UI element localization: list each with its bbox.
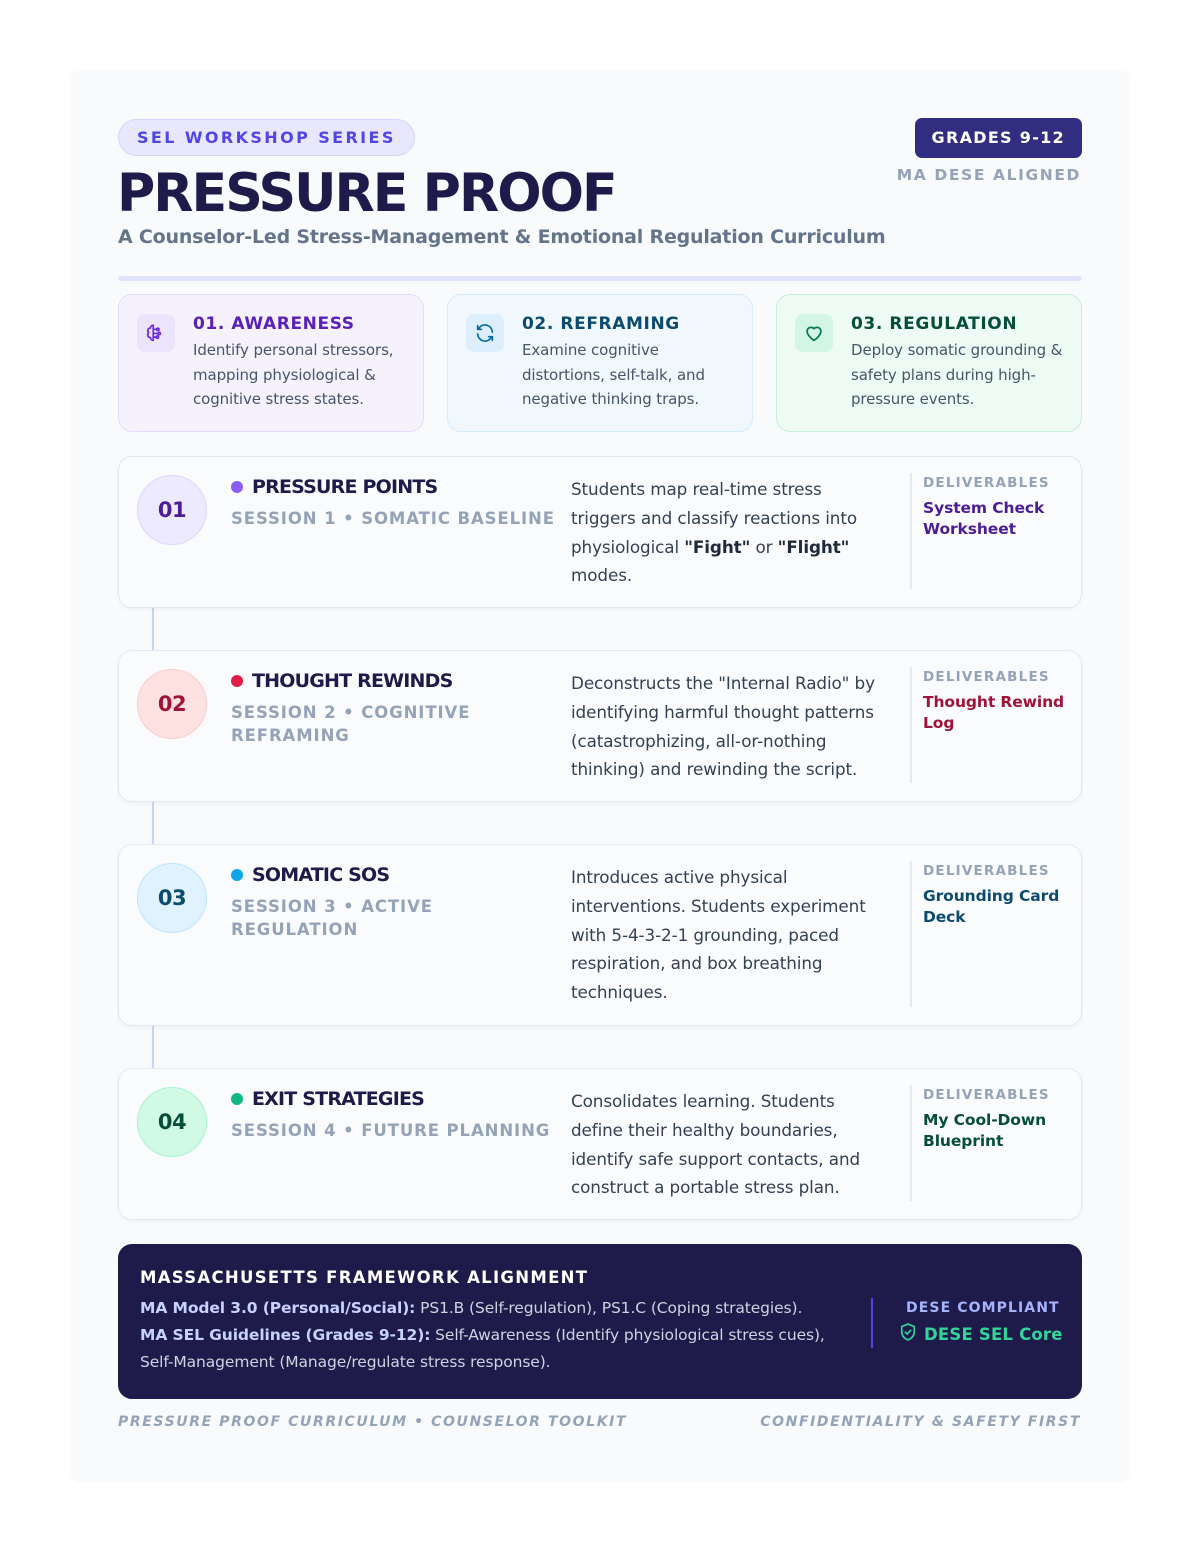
header-divider xyxy=(118,276,1082,281)
session-dot xyxy=(231,675,243,687)
session-title: THOUGHT REWINDS xyxy=(252,670,453,692)
pillar-description: Examine cognitive distortions, self-talk, and negative thinking traps. xyxy=(522,341,705,408)
session-subtitle: SESSION 1 • SOMATIC BASELINE xyxy=(231,509,555,528)
session-dot xyxy=(231,869,243,881)
framework-line1-label: MA Model 3.0 (Personal/Social): xyxy=(140,1299,416,1317)
session-number: 02 xyxy=(137,669,207,739)
pillar-title: 01. AWARENESS xyxy=(193,314,355,334)
session-description: Introduces active physical interventions. Students experiment with 5-4-3-2-1 grounding, paced respiration, and box breathing techniques. xyxy=(571,867,866,1003)
session-subtitle: SESSION 3 • ACTIVE REGULATION xyxy=(231,897,433,939)
session-title: EXIT STRATEGIES xyxy=(252,1088,425,1110)
session-subtitle: SESSION 2 • COGNITIVE REFRAMING xyxy=(231,703,471,745)
session-description: Deconstructs the "Internal Radio" by identifying harmful thought patterns (catastrophizing, all-or-nothing thinking) and rewinding the script. xyxy=(571,673,875,780)
deliverable-name: Grounding Card Deck xyxy=(923,887,1060,926)
pillar-title: 02. REFRAMING xyxy=(522,314,680,334)
framework-alignment-panel xyxy=(118,1244,1082,1399)
session-description: Students map real-time stress triggers and classify reactions into physiological "Fight" or "Flight" modes. xyxy=(571,479,857,586)
session-divider xyxy=(910,667,912,783)
session-divider xyxy=(910,1085,912,1201)
session-title: SOMATIC SOS xyxy=(252,864,390,886)
deliverables-label: DELIVERABLES xyxy=(923,1087,1050,1103)
pillar-description: Deploy somatic grounding & safety plans during high-pressure events. xyxy=(851,341,1063,408)
session-card xyxy=(118,844,1082,1026)
session-dot xyxy=(231,1093,243,1105)
deliverables-label: DELIVERABLES xyxy=(923,669,1050,685)
framework-line2-label: MA SEL Guidelines (Grades 9-12): xyxy=(140,1326,431,1344)
series-badge: SEL WORKSHOP SERIES xyxy=(118,119,415,156)
shield-check-icon xyxy=(898,1322,918,1346)
session-card xyxy=(118,1068,1082,1220)
footer-right: CONFIDENTIALITY & SAFETY FIRST xyxy=(760,1414,1081,1430)
page-title: PRESSURE PROOF xyxy=(117,163,616,224)
session-card xyxy=(118,456,1082,608)
brain-icon xyxy=(137,314,175,352)
session-number: 03 xyxy=(137,863,207,933)
compliance-value: DESE SEL Core xyxy=(924,1324,1063,1344)
page-subtitle: A Counselor-Led Stress-Management & Emotional Regulation Curriculum xyxy=(118,226,886,248)
deliverables-label: DELIVERABLES xyxy=(923,863,1050,879)
heart-icon xyxy=(795,314,833,352)
session-number: 01 xyxy=(137,475,207,545)
session-card xyxy=(118,650,1082,802)
pillar-reframing xyxy=(447,294,753,432)
pillar-awareness xyxy=(118,294,424,432)
pillar-regulation xyxy=(776,294,1082,432)
refresh-icon xyxy=(466,314,504,352)
session-divider xyxy=(910,473,912,589)
framework-line2-text: Self-Awareness (Identify physiological stress cues), Self-Management (Manage/regulate stress response). xyxy=(140,1326,825,1371)
framework-body xyxy=(140,1295,840,1376)
session-title: PRESSURE POINTS xyxy=(252,476,438,498)
framework-title: MASSACHUSETTS FRAMEWORK ALIGNMENT xyxy=(140,1268,589,1287)
deliverable-name: Thought Rewind Log xyxy=(923,693,1065,732)
pillar-description: Identify personal stressors, mapping physiological & cognitive stress states. xyxy=(193,341,394,408)
framework-line1-text: PS1.B (Self-regulation), PS1.C (Coping strategies). xyxy=(415,1299,803,1317)
compliance-label: DESE COMPLIANT xyxy=(906,1300,1060,1316)
footer-left: PRESSURE PROOF CURRICULUM • COUNSELOR TOOLKIT xyxy=(118,1414,628,1430)
grades-badge: GRADES 9-12 xyxy=(915,118,1082,158)
pillar-title: 03. REGULATION xyxy=(851,314,1018,334)
session-number: 04 xyxy=(137,1087,207,1157)
session-description: Consolidates learning. Students define their healthy boundaries, identify safe support contacts, and construct a portable stress plan. xyxy=(571,1091,861,1198)
session-divider xyxy=(910,861,912,1007)
alignment-label: MA DESE ALIGNED xyxy=(896,166,1081,184)
session-subtitle: SESSION 4 • FUTURE PLANNING xyxy=(231,1121,551,1140)
session-dot xyxy=(231,481,243,493)
framework-divider xyxy=(871,1298,873,1348)
deliverable-name: System Check Worksheet xyxy=(923,499,1045,538)
deliverable-name: My Cool-Down Blueprint xyxy=(923,1111,1047,1150)
deliverables-label: DELIVERABLES xyxy=(923,475,1050,491)
